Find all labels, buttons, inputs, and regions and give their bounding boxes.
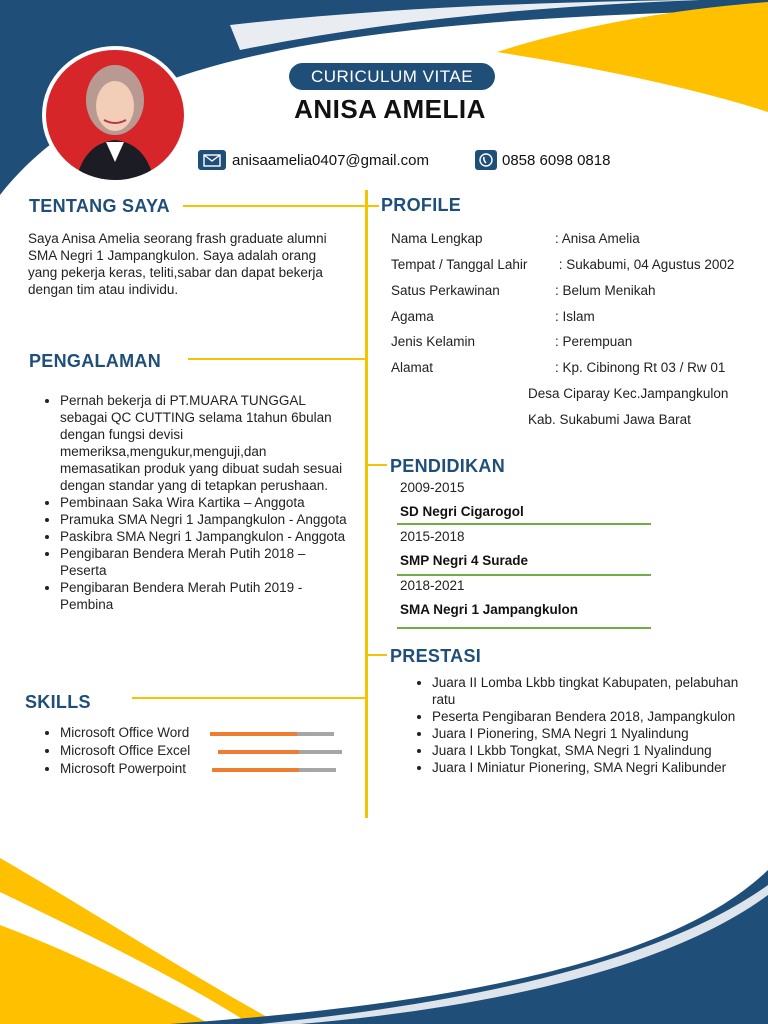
about-text: Saya Anisa Amelia seorang frash graduate alumni SMA Negri 1 Jampangkulon. Saya adalah orang yang pekerja keras, teliti,sabar dan dapat bekerja dengan tim atau individu. xyxy=(28,231,327,297)
education-school: SMP Negri 4 Surade xyxy=(400,553,529,568)
education-years: 2018-2021 xyxy=(400,578,465,593)
skill-item: • Microsoft Office Excel xyxy=(60,742,208,760)
achievements-list xyxy=(400,674,750,776)
education-connector xyxy=(365,464,387,466)
profile-row xyxy=(391,360,768,375)
profile-label: Alamat xyxy=(391,360,434,375)
profile-row xyxy=(391,231,768,246)
skill-bar-word xyxy=(210,732,334,736)
address-line-2: Desa Ciparay Kec.Jampangkulon xyxy=(528,386,729,401)
envelope-icon xyxy=(198,150,226,170)
list-item: • Juara II Lomba Lkbb tingkat Kabupaten, pelabuhan ratu xyxy=(432,674,750,708)
profile-row xyxy=(391,257,768,272)
profile-row xyxy=(391,309,768,324)
education-school: SD Negri Cigarogol xyxy=(400,504,524,519)
list-item: • Pernah bekerja di PT.MUARA TUNGGAL sebagai QC CUTTING selama 1tahun 6bulan dengan fungsi devisi memeriksa,mengukur,menguji,dan memasatikan produk yang dibuat sudah sesuai dengan standar yang di tetapkan perushaan. xyxy=(60,392,348,494)
education-years: 2009-2015 xyxy=(400,480,465,495)
profile-value: : Islam xyxy=(555,309,595,324)
profile-label: Satus Perkawinan xyxy=(391,283,500,298)
email-text[interactable]: anisaamelia0407@gmail.com xyxy=(232,152,429,169)
list-item: • Peserta Pengibaran Bendera 2018, Jampangkulon xyxy=(432,708,750,725)
profile-label: Agama xyxy=(391,309,434,324)
profile-value: : Perempuan xyxy=(555,334,633,349)
list-item: • Juara I Miniatur Pionering, SMA Negri Kalibunder xyxy=(432,759,750,776)
skill-item: • Microsoft Powerpoint xyxy=(60,760,208,778)
profile-title: PROFILE xyxy=(381,195,462,215)
profile-value: : Kp. Cibinong Rt 03 / Rw 01 xyxy=(555,360,726,375)
address-line-3: Kab. Sukabumi Jawa Barat xyxy=(528,412,691,427)
list-item: • Paskibra SMA Negri 1 Jampangkulon - Anggota xyxy=(60,528,348,545)
cv-badge: CURICULUM VITAE xyxy=(289,63,495,90)
education-title: PENDIDIKAN xyxy=(390,456,506,476)
skills-title: SKILLS xyxy=(25,692,91,712)
education-school: SMA Negri 1 Jampangkulon xyxy=(400,602,579,617)
about-title: TENTANG SAYA xyxy=(29,196,170,216)
profile-row xyxy=(391,283,768,298)
list-item: • Juara I Lkbb Tongkat, SMA Negri 1 Nyalindung xyxy=(432,742,750,759)
list-item: • Pramuka SMA Negri 1 Jampangkulon - Anggota xyxy=(60,511,348,528)
skill-fill-word xyxy=(210,732,297,736)
skill-bar-powerpoint xyxy=(212,768,336,772)
profile-label: Tempat / Tanggal Lahir xyxy=(391,257,528,272)
skills-list xyxy=(28,724,208,778)
education-divider xyxy=(397,574,651,576)
profile-row xyxy=(391,334,768,349)
skills-connector xyxy=(132,697,365,699)
person-name: ANISA AMELIA xyxy=(294,94,486,124)
list-item: • Pembinaan Saka Wira Kartika – Anggota xyxy=(60,494,348,511)
achievements-connector xyxy=(365,654,387,656)
experience-title: PENGALAMAN xyxy=(29,351,161,371)
about-connector xyxy=(183,205,365,207)
skill-fill-powerpoint xyxy=(212,768,299,772)
list-item: • Pengibaran Bendera Merah Putih 2018 – Peserta xyxy=(60,545,348,579)
education-divider xyxy=(397,523,651,525)
education-divider xyxy=(397,627,651,629)
education-years: 2015-2018 xyxy=(400,529,465,544)
vertical-divider xyxy=(365,190,368,818)
profile-label: Jenis Kelamin xyxy=(391,334,476,349)
profile-label: Nama Lengkap xyxy=(391,231,483,246)
list-item: • Pengibaran Bendera Merah Putih 2019 - Pembina xyxy=(60,579,348,613)
profile-connector xyxy=(365,205,379,207)
experience-connector xyxy=(188,358,365,360)
profile-photo xyxy=(46,50,184,180)
skill-item: • Microsoft Office Word xyxy=(60,724,208,742)
skill-bar-excel xyxy=(218,750,342,754)
skill-fill-excel xyxy=(218,750,299,754)
profile-value: : Sukabumi, 04 Agustus 2002 xyxy=(555,257,735,272)
profile-value: : Belum Menikah xyxy=(555,283,656,298)
profile-value: : Anisa Amelia xyxy=(555,231,640,246)
list-item: • Juara I Pionering, SMA Negri 1 Nyalindung xyxy=(432,725,750,742)
achievements-title: PRESTASI xyxy=(390,646,482,666)
experience-list xyxy=(28,392,348,613)
phone-icon xyxy=(475,150,497,170)
phone-text[interactable]: 0858 6098 0818 xyxy=(502,152,611,169)
